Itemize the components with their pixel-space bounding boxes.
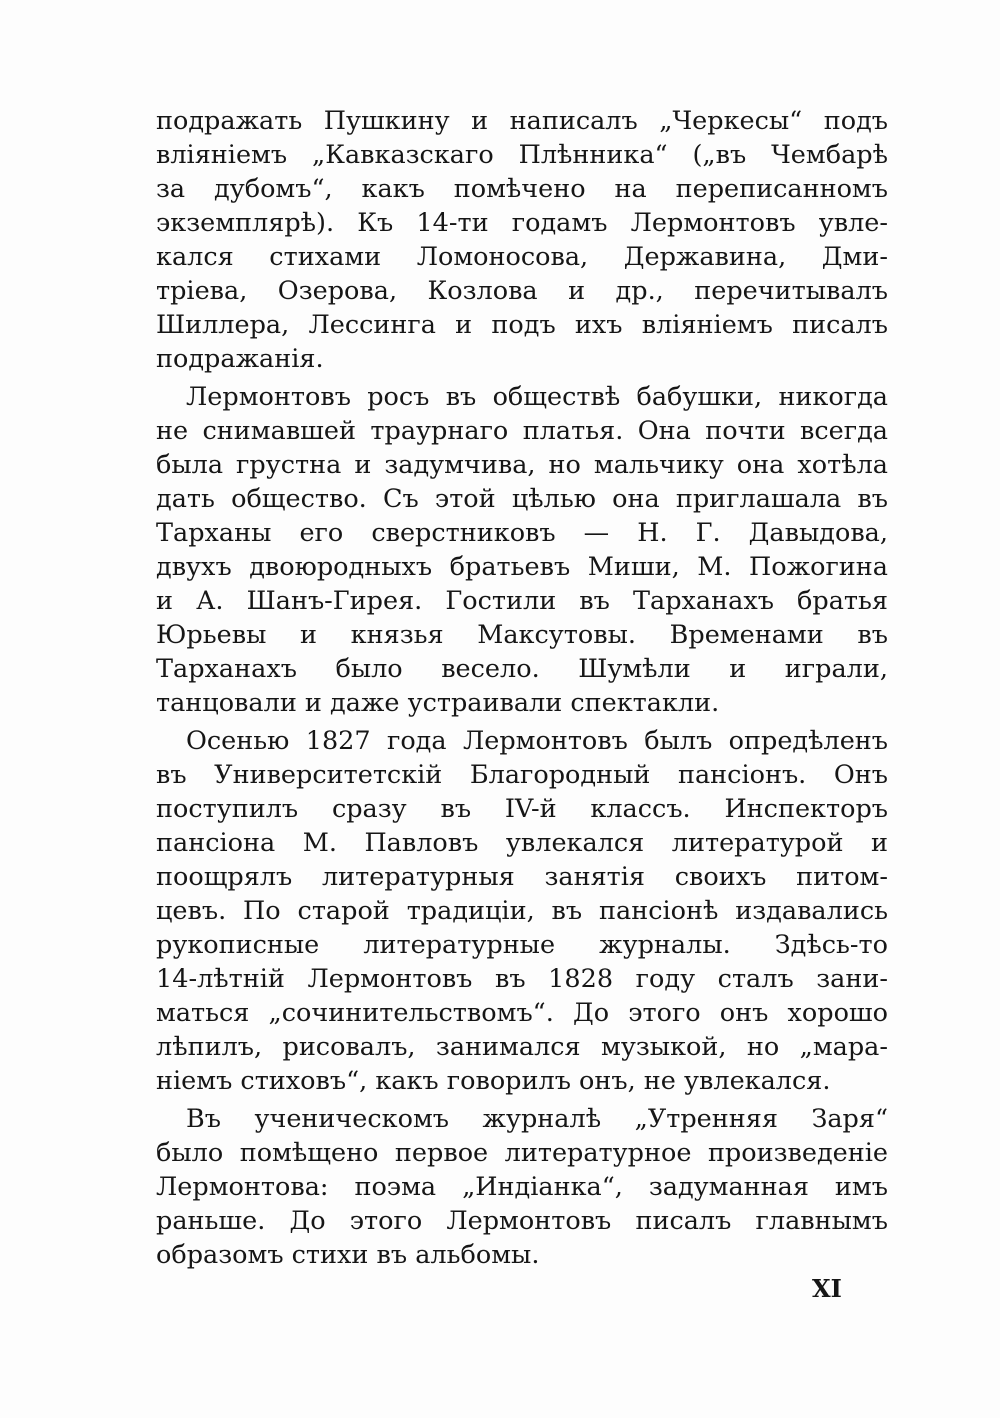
text-line: Юрьевы и князья Максутовы. Временами въ [156, 620, 888, 650]
text-line: лѣпилъ, рисовалъ, занимался музыкой, но „мара- [156, 1032, 888, 1062]
text-line: Лермонтова: поэма „Индіанка“, задуманная имъ [156, 1172, 888, 1202]
text-line: 14-лѣтній Лермонтовъ въ 1828 году сталъ зани- [156, 964, 888, 994]
text-line: маться „сочинительствомъ“. До этого онъ хорошо [156, 998, 888, 1028]
text-line: кался стихами Ломоносова, Державина, Дми- [156, 242, 888, 272]
paragraph [156, 104, 888, 376]
text-line: подражать Пушкину и написалъ „Черкесы“ подъ [156, 106, 888, 136]
paragraph [156, 380, 888, 720]
text-line: поступилъ сразу въ IV-й классъ. Инспекторъ [156, 794, 888, 824]
body-text [156, 104, 888, 1276]
text-line: и А. Шанъ-Гирея. Гостили въ Тарханахъ братья [156, 586, 888, 616]
text-line: рукописные литературные журналы. Здѣсь-то [156, 930, 888, 960]
text-line: экземплярѣ). Къ 14-ти годамъ Лермонтовъ увле- [156, 208, 888, 238]
text-line: поощрялъ литературныя занятія своихъ питом- [156, 862, 888, 892]
text-line: за дубомъ“, какъ помѣчено на переписанномъ [156, 174, 888, 204]
text-line: подражанія. [156, 344, 324, 374]
text-line: была грустна и задумчива, но мальчику она хотѣла [156, 450, 888, 480]
text-line: было помѣщено первое литературное произведеніе [156, 1138, 888, 1168]
text-line: Шиллера, Лессинга и подъ ихъ вліяніемъ писалъ [156, 310, 888, 340]
paragraph [156, 1102, 888, 1272]
text-line: не снимавшей траурнаго платья. Она почти всегда [156, 416, 888, 446]
text-line: въ Университетскій Благородный пансіонъ. Онъ [156, 760, 888, 790]
text-line: вліяніемъ „Кавказскаго Плѣнника“ („въ Чембарѣ [156, 140, 888, 170]
text-line: Въ ученическомъ журналѣ „Утренняя Заря“ [186, 1104, 888, 1134]
text-line: тріева, Озерова, Козлова и др., перечитывалъ [156, 276, 888, 306]
text-line: пансіона М. Павловъ увлекался литературой и [156, 828, 888, 858]
text-line: Осенью 1827 года Лермонтовъ былъ опредѣленъ [186, 726, 888, 756]
text-line: Тарханы его сверстниковъ — Н. Г. Давыдова, [156, 518, 888, 548]
text-line: раньше. До этого Лермонтовъ писалъ главнымъ [156, 1206, 888, 1236]
text-line: ніемъ стиховъ“, какъ говорилъ онъ, не увлекался. [156, 1066, 831, 1096]
text-line: двухъ двоюродныхъ братьевъ Миши, М. Пожогина [156, 552, 888, 582]
text-line: Тарханахъ было весело. Шумѣли и играли, [156, 654, 888, 684]
text-line: Лермонтовъ росъ въ обществѣ бабушки, никогда [186, 382, 888, 412]
text-line: дать общество. Съ этой цѣлью она приглашала въ [156, 484, 888, 514]
text-line: танцовали и даже устраивали спектакли. [156, 688, 720, 718]
page-number: XI [812, 1274, 842, 1303]
text-line: образомъ стихи въ альбомы. [156, 1240, 540, 1270]
text-line: цевъ. По старой традиціи, въ пансіонѣ издавались [156, 896, 888, 926]
paragraph [156, 724, 888, 1098]
